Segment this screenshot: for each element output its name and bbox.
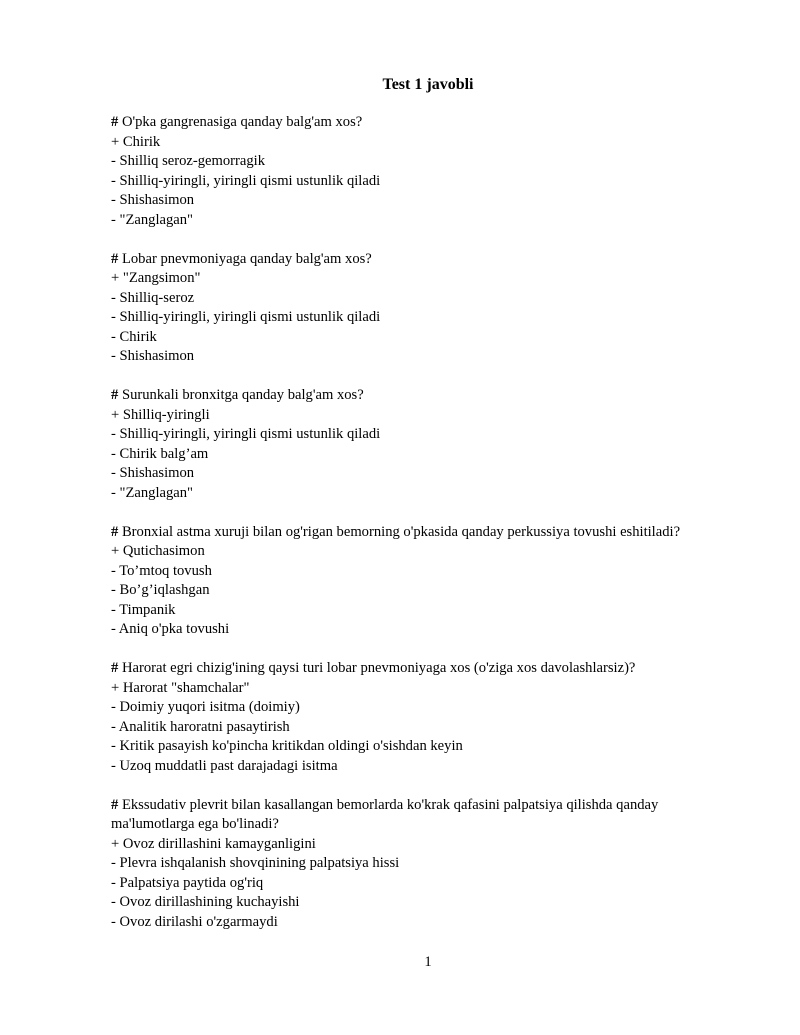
answer-option: - Ovoz dirillashining kuchayishi: [111, 894, 300, 910]
answer-option: - Shishasimon: [111, 465, 195, 481]
question-text: Harorat egri chizig'ining qaysi turi lobar pnevmoniyaga xos (o'ziga xos davolashlarsiz)?: [121, 660, 636, 676]
answer-option: - Bo’g’iqlashgan: [111, 582, 210, 598]
question-block: [111, 250, 751, 367]
question-line: [111, 523, 751, 543]
question-block: [111, 386, 751, 503]
answer-option: - Shishasimon: [111, 192, 195, 208]
page-title: Test 1 javobli: [382, 76, 474, 93]
answer-option: - Aniq o'pka tovushi: [111, 621, 230, 637]
answer-option: - Shilliq seroz-gemorragik: [111, 153, 266, 169]
question-marker: #: [111, 523, 119, 540]
question-text: Lobar pnevmoniyaga qanday balg'am xos?: [121, 250, 372, 267]
answer-option: + Harorat "shamchalar": [111, 679, 250, 696]
answer-option: - Chirik: [111, 328, 157, 345]
question-text: Bronxial astma xuruji bilan og'rigan bemorning o'pkasida qanday perkussiya tovushi eshitiladi?: [121, 523, 681, 540]
answer-option: + Shilliq-yiringli: [111, 406, 210, 423]
question-line: [111, 796, 751, 816]
answer-option: - Uzoq muddatli past darajadagi isitma: [111, 757, 338, 774]
answer-option: + Chirik: [111, 133, 161, 150]
page-number: 1: [424, 954, 432, 970]
question-text: Ekssudativ plevrit bilan kasallangan bemorlarda ko'krak qafasini palpatsiya qilishda qanday: [121, 796, 659, 813]
question-block: [111, 796, 751, 933]
question-marker: #: [111, 114, 119, 130]
answer-option: - Kritik pasayish ko'pincha kritikdan oldingi o'sishdan keyin: [111, 738, 463, 754]
answer-option: - Shilliq-yiringli, yiringli qismi ustunlik qiladi: [111, 309, 381, 325]
answer-option: - Shilliq-yiringli, yiringli qismi ustunlik qiladi: [111, 172, 381, 189]
question-line: [111, 250, 751, 270]
answer-option: - Analitik haroratni pasaytirish: [111, 718, 290, 735]
question-marker: #: [111, 660, 119, 676]
answer-option: - Shilliq-seroz: [111, 289, 195, 306]
question-line: [111, 113, 751, 133]
answer-option: - Shilliq-yiringli, yiringli qismi ustunlik qiladi: [111, 426, 381, 442]
question-text-continued: ma'lumotlarga ega bo'linadi?: [111, 816, 279, 832]
answer-option: - Shishasimon: [111, 348, 195, 364]
question-line: [111, 386, 751, 406]
question-block: [111, 659, 751, 776]
answer-option: - "Zanglagan": [111, 484, 194, 501]
question-text: Surunkali bronxitga qanday balg'am xos?: [121, 387, 364, 403]
question-list: [111, 113, 751, 952]
answer-option: - Timpanik: [111, 601, 176, 618]
question-block: [111, 113, 751, 230]
answer-option: - Plevra ishqalanish shovqinining palpatsiya hissi: [111, 855, 400, 871]
answer-option: - To’mtoq tovush: [111, 562, 212, 579]
answer-option: + Qutichasimon: [111, 543, 205, 559]
question-block: [111, 523, 751, 640]
question-text: O'pka gangrenasiga qanday balg'am xos?: [121, 114, 363, 130]
question-marker: #: [111, 387, 119, 403]
answer-option: - Chirik balg’am: [111, 445, 209, 462]
question-marker: #: [111, 250, 119, 267]
answer-option: + "Zangsimon": [111, 270, 201, 286]
answer-option: - Doimiy yuqori isitma (doimiy): [111, 699, 300, 715]
answer-option: - "Zanglagan": [111, 211, 194, 228]
question-marker: #: [111, 796, 119, 813]
question-line: [111, 659, 751, 679]
answer-option: + Ovoz dirillashini kamayganligini: [111, 835, 316, 852]
answer-option: - Ovoz dirilashi o'zgarmaydi: [111, 913, 278, 930]
answer-option: - Palpatsiya paytida og'riq: [111, 874, 264, 891]
